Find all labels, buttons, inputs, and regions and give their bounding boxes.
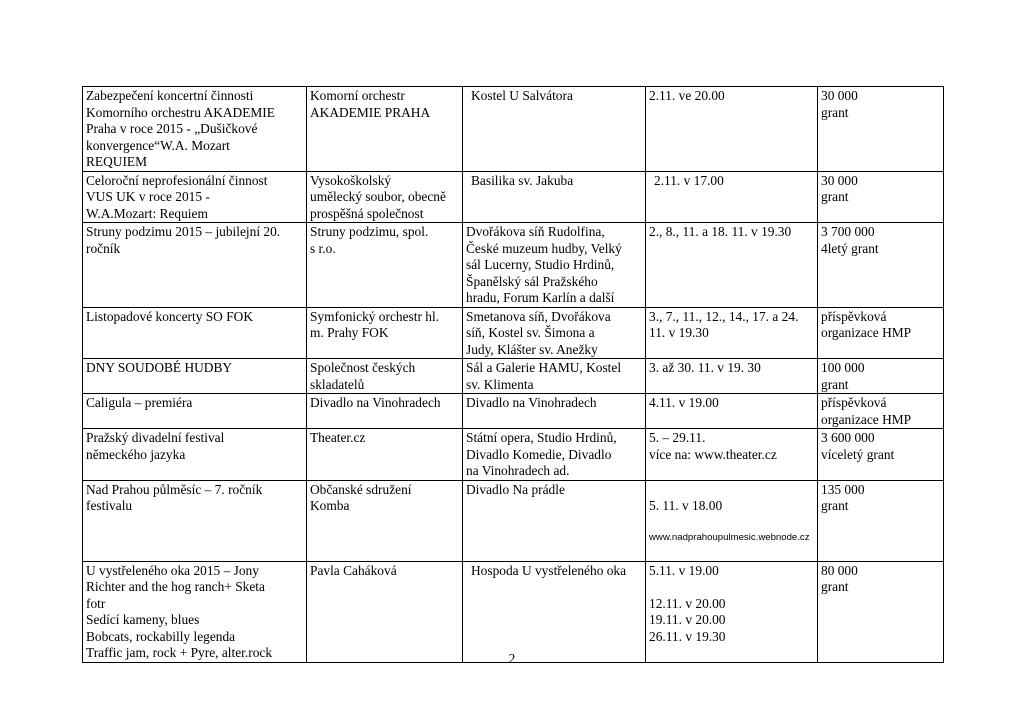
table-row	[83, 394, 944, 429]
organizer-cell: Symfonický orchestr hl. m. Prahy FOK	[307, 307, 463, 359]
venue-cell: Smetanova síň, Dvořákova síň, Kostel sv. Šimona a Judy, Klášter sv. Anežky	[463, 307, 646, 359]
organizer-cell: Vysokoškolský umělecký soubor, obecně prospěšná společnost	[307, 171, 463, 223]
table-row	[83, 223, 944, 308]
table-row	[83, 429, 944, 481]
table-row	[83, 480, 944, 561]
organizer-cell: Pavla Caháková	[307, 561, 463, 662]
venue-cell: Hospoda U vystřeleného oka	[463, 561, 646, 662]
organizer-cell: Divadlo na Vinohradech	[307, 394, 463, 429]
funding-cell: příspěvková organizace HMP	[818, 394, 944, 429]
funding-cell: 80 000 grant	[818, 561, 944, 662]
date-cell: 3. až 30. 11. v 19. 30	[646, 359, 818, 394]
date-cell: 2.11. v 17.00	[646, 171, 818, 223]
venue-cell: Basilika sv. Jakuba	[463, 171, 646, 223]
funding-cell: 135 000 grant	[818, 480, 944, 561]
date-cell: 2., 8., 11. a 18. 11. v 19.30	[646, 223, 818, 308]
venue-cell: Kostel U Salvátora	[463, 87, 646, 172]
event-cell: Listopadové koncerty SO FOK	[83, 307, 307, 359]
venue-cell: Státní opera, Studio Hrdinů, Divadlo Komedie, Divadlo na Vinohradech ad.	[463, 429, 646, 481]
organizer-cell: Společnost českých skladatelů	[307, 359, 463, 394]
date-cell: 4.11. v 19.00	[646, 394, 818, 429]
event-cell: Celoroční neprofesionální činnost VUS UK v roce 2015 - W.A.Mozart: Requiem	[83, 171, 307, 223]
table-row	[83, 87, 944, 172]
venue-cell: Divadlo Na prádle	[463, 480, 646, 561]
event-cell: U vystřeleného oka 2015 – Jony Richter and the hog ranch+ Sketa fotr Sedící kameny, blues Bobcats, rockabilly legenda Traffic jam, rock + Pyre, alter.rock	[83, 561, 307, 662]
funding-cell: 30 000 grant	[818, 171, 944, 223]
event-cell: Zabezpečení koncertní činnosti Komorního orchestru AKADEMIE Praha v roce 2015 - „Dušičkové konvergence“W.A. Mozart REQUIEM	[83, 87, 307, 172]
table-row	[83, 307, 944, 359]
funding-cell: příspěvková organizace HMP	[818, 307, 944, 359]
venue-cell: Sál a Galerie HAMU, Kostel sv. Klimenta	[463, 359, 646, 394]
date-cell: 2.11. ve 20.00	[646, 87, 818, 172]
event-cell: Pražský divadelní festival německého jazyka	[83, 429, 307, 481]
date-cell: 3., 7., 11., 12., 14., 17. a 24. 11. v 19.30	[646, 307, 818, 359]
table-row	[83, 561, 944, 662]
table-row	[83, 171, 944, 223]
page-number: 2	[508, 651, 516, 666]
organizer-cell: Občanské sdružení Komba	[307, 480, 463, 561]
event-cell: Struny podzimu 2015 – jubilejní 20. ročník	[83, 223, 307, 308]
events-table	[82, 86, 944, 663]
date-cell: 5.11. v 19.00 12.11. v 20.00 19.11. v 20.00 26.11. v 19.30	[646, 561, 818, 662]
organizer-cell: Struny podzimu, spol. s r.o.	[307, 223, 463, 308]
venue-cell: Dvořákova síň Rudolfina, České muzeum hudby, Velký sál Lucerny, Studio Hrdinů, Španělský sál Pražského hradu, Forum Karlín a další	[463, 223, 646, 308]
funding-cell: 3 700 000 4letý grant	[818, 223, 944, 308]
funding-cell: 30 000 grant	[818, 87, 944, 172]
table-row	[83, 359, 944, 394]
event-cell: Caligula – premiéra	[83, 394, 307, 429]
date-cell	[646, 480, 818, 561]
venue-cell: Divadlo na Vinohradech	[463, 394, 646, 429]
organizer-cell: Theater.cz	[307, 429, 463, 481]
date-cell: 5. – 29.11. více na: www.theater.cz	[646, 429, 818, 481]
festival-website-link[interactable]: www.nadprahoupulmesic.webnode.cz	[649, 532, 810, 543]
event-cell: DNY SOUDOBÉ HUDBY	[83, 359, 307, 394]
event-cell: Nad Prahou půlměsíc – 7. ročník festivalu	[83, 480, 307, 561]
organizer-cell: Komorní orchestr AKADEMIE PRAHA	[307, 87, 463, 172]
funding-cell: 100 000 grant	[818, 359, 944, 394]
funding-cell: 3 600 000 víceletý grant	[818, 429, 944, 481]
date-text: 5. 11. v 18.00	[649, 498, 723, 513]
